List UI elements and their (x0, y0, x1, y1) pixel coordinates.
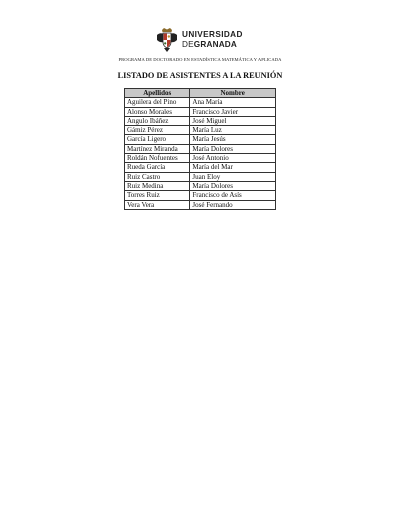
table-row (125, 144, 276, 153)
surname-cell: Roldán Nofuentes (125, 154, 190, 163)
table-row (125, 98, 276, 107)
surname-cell: Ruiz Castro (125, 172, 190, 181)
table-header-row (125, 89, 276, 98)
name-cell: Juan Eloy (190, 172, 276, 181)
name-cell: María Dolores (190, 181, 276, 190)
logo-line-granada (182, 41, 243, 49)
table-row (125, 181, 276, 190)
document-title: LISTADO DE ASISTENTES A LA REUNIÓN (117, 71, 283, 80)
attendees-table (124, 88, 276, 210)
program-name: PROGRAMA DE DOCTORADO EN ESTADÍSTICA MATEMÁTICA Y APLICADA (118, 57, 282, 62)
table-row (125, 135, 276, 144)
table-row (125, 116, 276, 125)
name-cell: José Miguel (190, 116, 276, 125)
column-header-name: Nombre (190, 89, 276, 98)
name-cell: María Dolores (190, 144, 276, 153)
table-row (125, 172, 276, 181)
name-cell: José Fernando (190, 200, 276, 209)
surname-cell: Alonso Morales (125, 107, 190, 116)
name-cell: Ana María (190, 98, 276, 107)
surname-cell: Angulo Ibáñez (125, 116, 190, 125)
table-row (125, 200, 276, 209)
surname-cell: Gámiz Pérez (125, 126, 190, 135)
surname-cell: Aguilera del Pino (125, 98, 190, 107)
surname-cell: Martínez Miranda (125, 144, 190, 153)
name-cell: María del Mar (190, 163, 276, 172)
name-cell: Francisco Javier (190, 107, 276, 116)
table-row (125, 154, 276, 163)
table-row (125, 107, 276, 116)
name-cell: José Antonio (190, 154, 276, 163)
university-seal-icon (155, 27, 179, 53)
logo-prefix: DE (182, 39, 194, 49)
column-header-surnames: Apellidos (125, 89, 190, 98)
name-cell: Francisco de Asís (190, 191, 276, 200)
name-cell: María Luz (190, 126, 276, 135)
name-cell: María Jesús (190, 135, 276, 144)
surname-cell: Ruiz Medina (125, 181, 190, 190)
table-row (125, 126, 276, 135)
surname-cell: Torres Ruiz (125, 191, 190, 200)
table-row (125, 191, 276, 200)
logo-line-university: UNIVERSIDAD (182, 30, 243, 40)
table-row (125, 163, 276, 172)
university-logo (155, 27, 250, 53)
logo-name: GRANADA (193, 39, 238, 49)
surname-cell: García Ligero (125, 135, 190, 144)
surname-cell: Vera Vera (125, 200, 190, 209)
surname-cell: Rueda García (125, 163, 190, 172)
